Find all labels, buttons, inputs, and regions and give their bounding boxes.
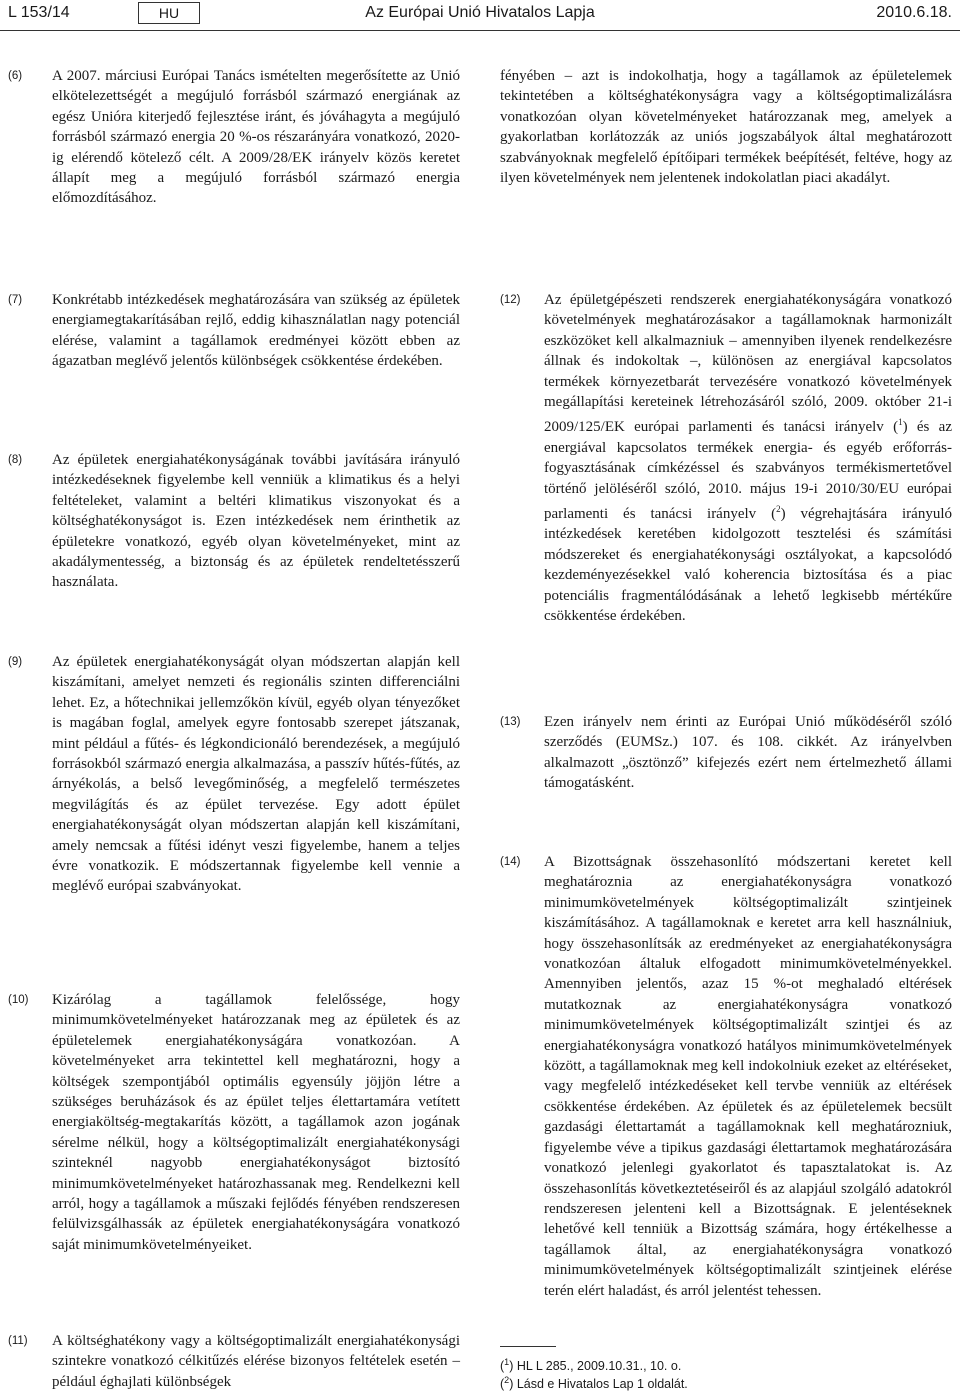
recital-text: fényében – azt is indokolhatja, hogy a tagállamok az épületelemek tekintetében a költséghatékonyságra vagy a költségoptimalizálásra vonatkozóan olyan követelményeket határozzanak meg, amelyek a gyakorlatban korlátozzák az uniós jogszabályok által meghatározott szabványoknak megfelelő építőipari termékek beépítését, feltéve, hogy az ilyen követelmények nem jelentenek indokolatlan piaci akadályt. — [500, 68, 952, 187]
footnote-2: ($^2$) Lásd e Hivatalos Lap 1 oldalát. — [500, 1375, 688, 1392]
recital-text: Az épületek energiahatékonyságának további javítására irányuló intézkedéseknek figyelembe kell venniük a klimatikus és a helyi feltételeket, valamint a beltéri klimatikus viszonyokat és a költséghatékonyságot is. Ezen intézkedések nem érinthetik az épületekre vonatkozó, egyéb olyan követelményeket, mint az akadálymentesség, a biztonság és az épületek rendeltetésszerű használata. — [52, 452, 460, 591]
footnote-rule — [500, 1346, 556, 1347]
recital-text: Az épületek energiahatékonyságát olyan módszertan alapján kell kiszámítani, amelyet nemzeti és regionális szinten differenciálni lehet. Ez, a hőtechnikai jellemzőkön kívül, egyéb olyan tényezőket is magában foglal, amelyek egyre fontosabb szerepet játszanak, mint például a fűtés- és légkondicionáló berendezések, a megújuló forrásokból származó energia alkalmazása, a passzív hűtés-fűtés, az árnyékolás, a belső levegőminőség, a megfelelő természetes megvilágítás és az épület tervezése. Egy adott épület energiahatékonyságát olyan módszertan alapján kell kiszámítani, amely nemcsak a fűtési idényt veszi figyelembe, hanem a teljes évre vonatkozik. E módszertannak figyelembe kell vennie a meglévő európai szabványokat. — [52, 654, 460, 895]
recital-number: (7) — [8, 294, 23, 306]
recital-8 — [8, 450, 460, 593]
recital-6-continuation — [500, 66, 952, 188]
recital-11 — [8, 1331, 460, 1392]
left-column — [8, 0, 460, 1393]
recital-text: Az épületgépészeti rendszerek energiahatékonyságára vonatkozó követelmények meghatározásakor a tagállamoknak harmonizált eszközöket kell alkalmazniuk – amennyiben ilyenek rendelkezésre állnak és indokoltak –, különösen az energiával kapcsolatos termékek környezetbarát tervezésére vonatkozó követelmények megállapítási kereteinek létrehozásáról szóló, 2009. október 21-i 2009/125/EK európai parlamenti és tanácsi irányelv ($^1$) és az energiával kapcsolatos termékek energia- és egyéb erőforrás-fogyasztásának címkézéssel és szabványos termékismertetővel történő jelöléséről szóló, 2010. május 19-i 2010/30/EU európai parlamenti és tanácsi irányelv ($^2$) végrehajtására irányuló intézkedések keretében kidolgozott tesztelési és számítási módszereket és energiahatékonysági osztályokat, a kapcsolódó kezdeményezésekkel való koherencia biztosítása és a piac potenciális fragmentálódásának a lehető legkisebb mértékűre csökkentése érdekében. — [544, 292, 952, 625]
recital-number: (12) — [500, 294, 521, 306]
recital-12 — [500, 290, 952, 627]
recital-text: A Bizottságnak összehasonlító módszertani keretet kell meghatároznia az energiahatékonyságra vonatkozó minimumkövetelmények költségoptimalizált szintjeinek kiszámításához. A tagállamoknak e keretet arra kell használniuk, hogy összehasonlítsák az eredményeket az energiahatékonyságra vonatkozóan általuk elfogadott minimumkövetelményekkel. Amennyiben jelentős, azaz 15 %-ot meghaladó eltérések mutatkoznak az energiahatékonyságra vonatkozó minimumkövetelmények költségoptimalizált szintjei és az energiahatékonyságra vonatkozó hatályos minimumkövetelmények között, a tagállamoknak meg kell indokolniuk ezeket az eltéréseket, vagy megfelelő intézkedéseket kell tervbe venniük az eltérések csökkentése érdekében. Az épületek és az épületelemek becsült gazdasági élettartamát a tagállamoknak kell meghatározniuk, figyelembe véve a tipikus gazdasági élettartamok meghatározására vonatkozó jelenlegi gyakorlatot és tapasztalatokat is. Az összehasonlítás következtetéseiről és az alapjául szolgáló adatokról rendszeresen jelenteni kell a Bizottságnak. E jelentéseknek lehetővé kell tenniük a Bizottság számára, hogy értékelhesse a tagállamok által, az energiahatékonyságra vonatkozó minimumkövetelmények költségoptimalizált szintjeinek elérése terén elért haladást, és arról jelentést tehessen. — [544, 854, 952, 1299]
recital-number: (14) — [500, 856, 521, 868]
right-column — [500, 0, 952, 1393]
publication-date: 2010.6.18. — [876, 4, 952, 21]
recital-text: Ezen irányelv nem érinti az Európai Unió működéséről szóló szerződés (EUMSz.) 107. és 108. cikkét. Az irányelvben alkalmazott „ösztönző” kifejezés ezért nem értelmezhető állami támogatásként. — [544, 714, 952, 792]
journal-title: Az Európai Unió Hivatalos Lapja — [365, 4, 595, 21]
recital-number: (10) — [8, 994, 29, 1006]
recital-number: (8) — [8, 454, 23, 466]
recital-number: (9) — [8, 656, 23, 668]
footnote-1: ($^1$) HL L 285., 2009.10.31., 10. o. — [500, 1357, 682, 1374]
recital-text: A 2007. márciusi Európai Tanács ismételten megerősítette az Unió elkötelezettségét a megújuló forrásból származó energiának az egész Unióra kiterjedő fejlesztése iránt, és jóváhagyta a megújuló forrásból származó energia 20 %-os részarányára vonatkozó, 2020-ig elérendő kötelező célt. A 2009/28/EK irányelv közös keretet állapít meg a megújuló forrásból származó energia előmozdításához. — [52, 68, 460, 207]
recital-text: A költséghatékony vagy a költségoptimalizált energiahatékonysági szintekre vonatkozó célkitűzés elérése bizonyos feltételek esetén – például éghajlati különbségek — [52, 1333, 460, 1390]
recital-text: Konkrétabb intézkedések meghatározására van szükség az épületek energiamegtakarításában rejlő, eddig kihasználatlan nagy potenciál elérése, valamint a tagállamok eredményei között ebben az ágazatban meglévő jelentős különbségek csökkentése érdekében. — [52, 292, 460, 370]
recital-number: (13) — [500, 716, 521, 728]
recital-10 — [8, 990, 460, 1255]
recital-9 — [8, 652, 460, 897]
recital-14 — [500, 852, 952, 1301]
footnote-ref: 2 — [776, 504, 781, 515]
recital-6 — [8, 66, 460, 209]
recital-number: (11) — [8, 1335, 28, 1347]
recital-text: Kizárólag a tagállamok felelőssége, hogy minimumkövetelményeket határozzanak meg az épületek és az épületelemek energiahatékonyságára vonatkozóan. A követelményeket arra tekintettel kell meghatározni, hogy a költségek szempontjából optimális egyensúly jöjjön létre a szükséges beruházások és az épület teljes élettartamára vetített energiaköltség-megtakarítás között, a tagállamok azon jogának sérelme nélkül, hogy a költségoptimalizált energiahatékonysági szinteknél nagyobb energiahatékonyságot biztosító minimumkövetelményeket határozhassanak meg. Rendelkezni kell arról, hogy a tagállamok a műszaki fejlődés fényében rendszeresen felülvizsgálhassák az épületek energiahatékonyságára vonatkozó saját minimumkövetelményeiket. — [52, 992, 460, 1253]
recital-number: (6) — [8, 70, 23, 82]
footnote-ref: 1 — [898, 417, 903, 428]
page-reference: L 153/14 — [8, 4, 70, 21]
recital-7 — [8, 290, 460, 372]
language-badge: HU — [138, 2, 200, 24]
recital-13 — [500, 712, 952, 794]
